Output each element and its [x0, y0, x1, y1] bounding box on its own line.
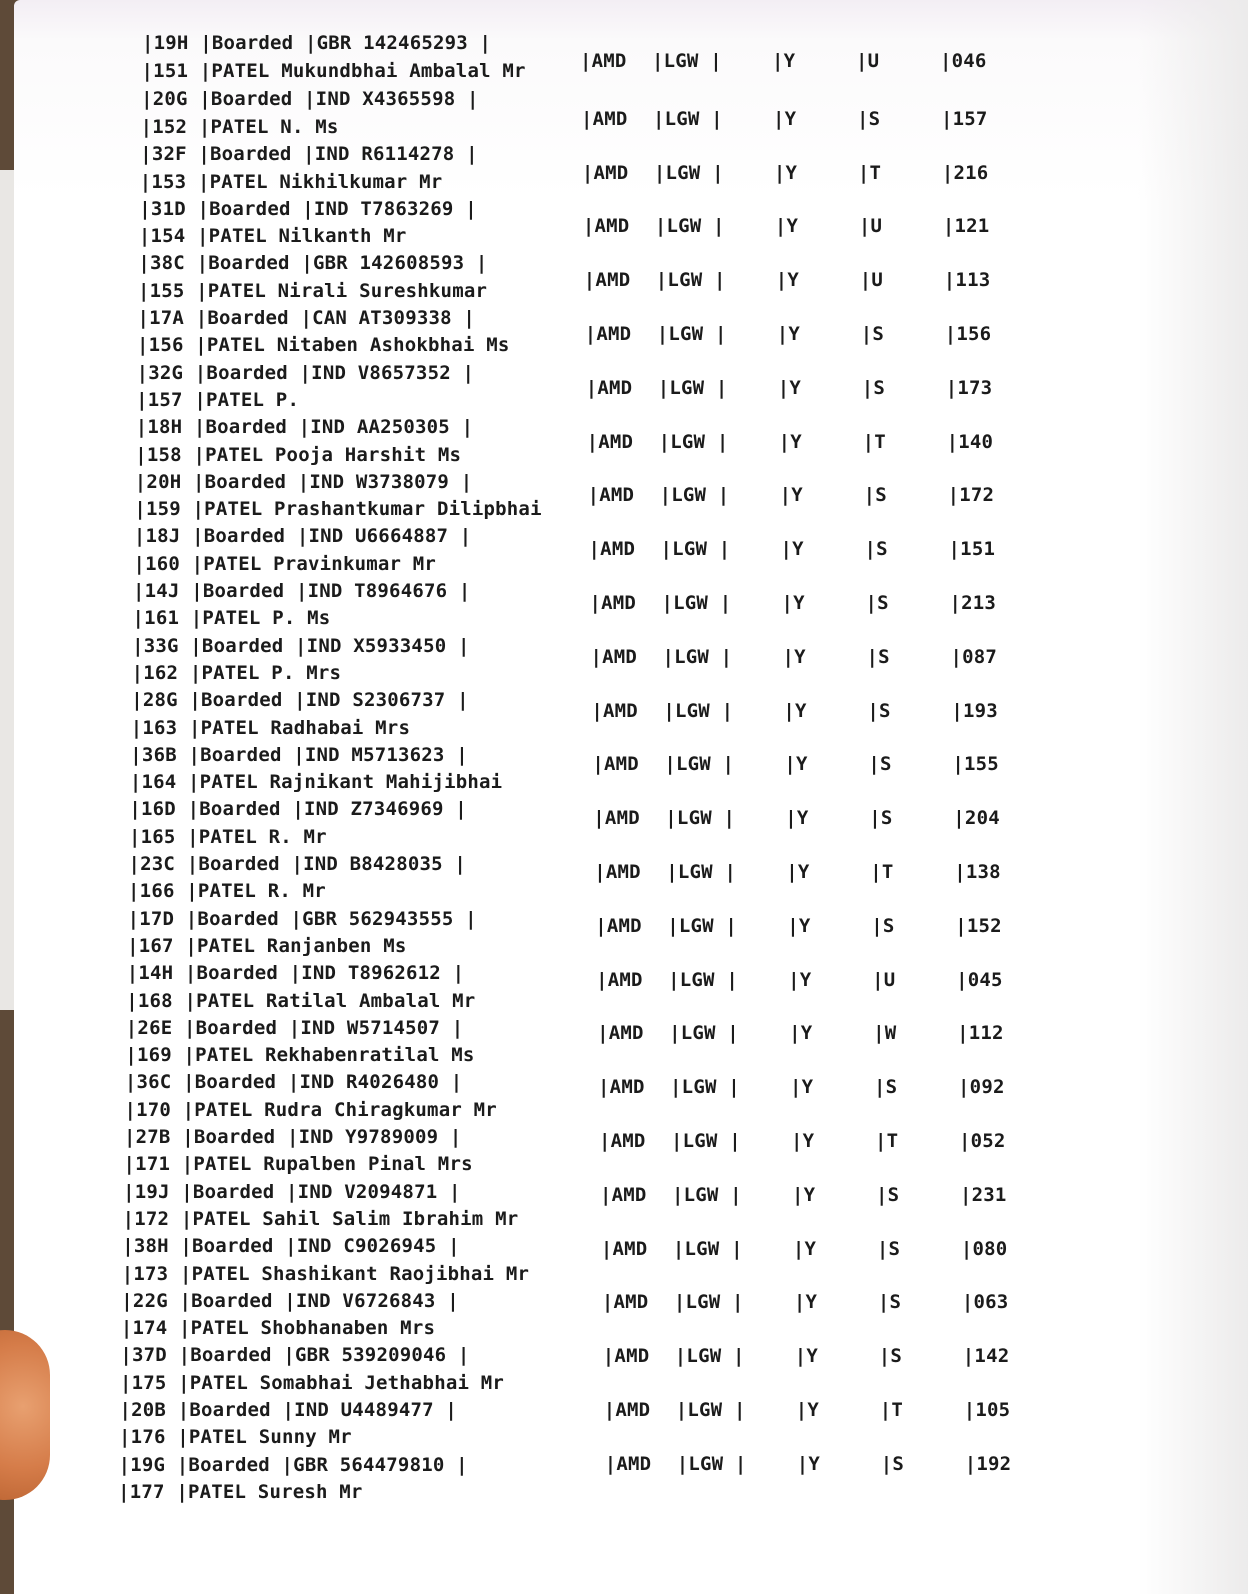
flag-value: |Y	[790, 1076, 814, 1099]
sequence-number: |052	[959, 1130, 1006, 1152]
sequence-number: |063	[961, 1291, 1009, 1314]
flag-value: |Y	[779, 484, 803, 507]
destination-code: |LGW |	[660, 538, 731, 561]
flag-value: |Y	[794, 1345, 819, 1368]
class-code: |S	[866, 645, 890, 668]
boarding-status-line: |19J |Boarded |IND V2094871 |	[123, 1180, 461, 1203]
passenger-name-line: |166 |PATEL R. Mr	[128, 880, 326, 903]
origin-code: |AMD	[604, 1452, 652, 1475]
origin-code: |AMD	[600, 1237, 648, 1260]
class-code: |S	[863, 484, 887, 507]
origin-code: |AMD	[580, 107, 628, 130]
boarding-status-line: |26E |Boarded |IND W5714507 |	[125, 1016, 464, 1039]
destination-code: |LGW |	[669, 1022, 739, 1045]
passenger-name-line: |164 |PATEL Rajnikant Mahijibhai	[129, 771, 503, 794]
passenger-name-line: |160 |PATEL Pravinkumar Mr	[133, 552, 437, 575]
sequence-number: |157	[940, 107, 988, 130]
destination-code: |LGW |	[667, 914, 738, 937]
sequence-number: |156	[944, 323, 992, 345]
class-code: |S	[867, 699, 891, 722]
destination-code: |LGW |	[652, 50, 722, 72]
boarding-status-line: |20H |Boarded |IND W3738079 |	[134, 470, 473, 493]
passenger-name-line: |163 |PATEL Radhabai Mrs	[130, 716, 411, 739]
flag-value: |Y	[796, 1452, 820, 1475]
destination-code: |LGW |	[661, 592, 732, 614]
flag-value: |Y	[781, 592, 805, 614]
class-code: |T	[870, 861, 894, 883]
sequence-number: |231	[959, 1183, 1007, 1206]
flag-value: |Y	[783, 699, 807, 722]
boarding-status-line: |32G |Boarded |IND V8657352 |	[136, 361, 475, 384]
boarding-status-line: |38H |Boarded |IND C9026945 |	[122, 1235, 460, 1258]
destination-code: |LGW |	[659, 484, 730, 507]
flag-value: |Y	[792, 1237, 817, 1260]
flag-value: |Y	[791, 1183, 816, 1206]
boarding-status-line: |19G |Boarded |GBR 564479810 |	[118, 1453, 468, 1476]
class-code: |S	[871, 914, 895, 937]
boarding-status-line: |33G |Boarded |IND X5933450 |	[132, 634, 470, 657]
boarding-status-line: |14H |Boarded |IND T8962612 |	[126, 962, 465, 985]
flag-value: |Y	[772, 107, 797, 130]
class-code: |U	[859, 269, 884, 292]
passenger-name-line: |153 |PATEL Nikhilkumar Mr	[139, 170, 443, 193]
passenger-name-line: |167 |PATEL Ranjanben Ms	[127, 934, 407, 957]
class-code: |W	[873, 1022, 897, 1045]
passenger-name-line: |159 |PATEL Prashantkumar Dilipbhai	[134, 498, 542, 521]
passenger-name-line: |174 |PATEL Shobhanaben Mrs	[120, 1317, 436, 1340]
boarding-status-line: |28G |Boarded |IND S2306737 |	[131, 689, 469, 712]
class-code: |T	[857, 161, 882, 184]
flag-value: |Y	[785, 807, 809, 830]
origin-code: |AMD	[599, 1130, 646, 1152]
boarding-status-line: |18J |Boarded |IND U6664887 |	[133, 525, 472, 548]
origin-code: |AMD	[601, 1291, 649, 1314]
class-code: |U	[872, 968, 896, 991]
sequence-number: |172	[947, 484, 995, 507]
destination-code: |LGW |	[675, 1399, 746, 1421]
destination-code: |LGW |	[657, 376, 728, 399]
sequence-number: |045	[956, 968, 1003, 991]
origin-code: |AMD	[590, 645, 637, 668]
class-code: |T	[875, 1130, 899, 1152]
destination-code: |LGW |	[655, 269, 726, 292]
destination-code: |LGW |	[672, 1237, 743, 1260]
boarding-status-line: |27B |Boarded |IND Y9789009 |	[124, 1126, 462, 1148]
origin-code: |AMD	[584, 323, 632, 345]
boarding-status-line: |18H |Boarded |IND AA250305 |	[135, 416, 474, 439]
class-code: |S	[880, 1452, 904, 1475]
boarding-status-line: |20G |Boarded |IND X4365598 |	[141, 87, 479, 110]
sequence-number: |173	[945, 376, 993, 399]
boarding-status-line: |19H |Boarded |GBR 142465293 |	[142, 32, 492, 54]
class-code: |S	[864, 538, 888, 561]
origin-code: |AMD	[591, 699, 638, 722]
class-code: |U	[858, 215, 883, 238]
class-code: |S	[856, 107, 881, 130]
boarding-status-line: |36B |Boarded |IND M5713623 |	[130, 743, 468, 766]
sequence-number: |112	[957, 1022, 1004, 1045]
passenger-name-line: |168 |PATEL Ratilal Ambalal Mr	[126, 989, 476, 1012]
passenger-name-line: |170 |PATEL Rudra Chiragkumar Mr	[124, 1098, 497, 1121]
origin-code: |AMD	[594, 861, 641, 883]
passenger-name-line: |169 |PATEL Rekhabenratilal Ms	[125, 1044, 475, 1067]
boarding-status-line: |20B |Boarded |IND U4489477 |	[119, 1399, 458, 1421]
passenger-name-line: |162 |PATEL P. Mrs	[131, 661, 342, 684]
boarding-status-line: |14J |Boarded |IND T8964676 |	[133, 580, 471, 602]
sequence-number: |105	[963, 1399, 1011, 1421]
passenger-name-line: |156 |PATEL Nitaben Ashokbhai Ms	[137, 334, 510, 357]
sequence-number: |151	[948, 538, 996, 561]
destination-code: |LGW |	[663, 699, 734, 722]
boarding-status-line: |38C |Boarded |GBR 142608593 |	[138, 252, 488, 275]
class-code: |S	[875, 1183, 900, 1206]
destination-code: |LGW |	[652, 107, 723, 130]
flag-value: |Y	[787, 914, 811, 937]
origin-code: |AMD	[597, 1022, 644, 1045]
passenger-name-line: |157 |PATEL P.	[136, 388, 300, 411]
flag-value: |Y	[777, 376, 801, 399]
origin-code: |AMD	[595, 914, 642, 937]
class-code: |S	[865, 592, 889, 614]
class-code: |S	[878, 1345, 903, 1368]
passenger-name-line: |158 |PATEL Pooja Harshit Ms	[135, 443, 462, 466]
passenger-name-line: |151 |PATEL Mukundbhai Ambalal Mr	[141, 59, 526, 82]
passenger-name-line: |172 |PATEL Sahil Salim Ibrahim Mr	[122, 1207, 519, 1230]
sequence-number: |113	[943, 269, 991, 292]
flag-value: |Y	[784, 753, 808, 776]
sheet-curl-shadow	[1138, 0, 1248, 1594]
flag-value: |Y	[782, 645, 806, 668]
class-code: |T	[879, 1399, 904, 1421]
passenger-name-line: |176 |PATEL Sunny Mr	[119, 1426, 352, 1449]
destination-code: |LGW |	[656, 323, 727, 345]
passenger-name-line: |165 |PATEL R. Mr	[128, 825, 327, 848]
flag-value: |Y	[778, 430, 802, 453]
boarding-status-line: |16D |Boarded |IND Z7346969 |	[129, 798, 467, 821]
origin-code: |AMD	[593, 807, 640, 830]
origin-code: |AMD	[598, 1076, 645, 1099]
class-code: |S	[868, 753, 892, 776]
origin-code: |AMD	[588, 538, 636, 561]
destination-code: |LGW |	[673, 1291, 744, 1314]
passenger-name-line: |154 |PATEL Nilkanth Mr	[138, 225, 407, 248]
class-code: |S	[877, 1291, 902, 1314]
sequence-number: |140	[946, 430, 994, 453]
origin-code: |AMD	[582, 215, 630, 238]
destination-code: |LGW |	[665, 807, 736, 830]
origin-code: |AMD	[587, 484, 635, 507]
destination-code: |LGW |	[664, 753, 735, 776]
class-code: |T	[862, 430, 886, 453]
flag-value: |Y	[775, 269, 800, 292]
origin-code: |AMD	[596, 968, 643, 991]
sequence-number: |142	[962, 1345, 1010, 1368]
class-code: |S	[869, 807, 893, 830]
origin-code: |AMD	[603, 1399, 651, 1421]
destination-code: |LGW |	[662, 645, 733, 668]
sequence-number: |087	[950, 645, 997, 668]
flag-value: |Y	[773, 161, 798, 184]
sequence-number: |138	[954, 861, 1001, 883]
origin-code: |AMD	[581, 161, 629, 184]
class-code: |U	[856, 50, 880, 72]
origin-code: |AMD	[583, 269, 631, 292]
class-code: |S	[876, 1237, 901, 1260]
origin-code: |AMD	[592, 753, 639, 776]
passenger-name-line: |173 |PATEL Shashikant Raojibhai Mr	[121, 1262, 530, 1285]
class-code: |S	[860, 323, 885, 345]
flag-value: |Y	[793, 1291, 818, 1314]
sequence-number: |192	[964, 1452, 1012, 1475]
flag-value: |Y	[772, 50, 796, 72]
flag-value: |Y	[774, 215, 799, 238]
flag-value: |Y	[780, 538, 804, 561]
destination-code: |LGW |	[674, 1345, 745, 1368]
flag-value: |Y	[795, 1399, 820, 1421]
sequence-number: |092	[958, 1076, 1005, 1099]
boarding-status-line: |17D |Boarded |GBR 562943555 |	[127, 907, 477, 930]
flag-value: |Y	[789, 1022, 813, 1045]
origin-code: |AMD	[602, 1345, 650, 1368]
sequence-number: |216	[941, 161, 989, 184]
destination-code: |LGW |	[670, 1076, 740, 1099]
boarding-status-line: |36C |Boarded |IND R4026480 |	[124, 1071, 463, 1094]
destination-code: |LGW |	[666, 861, 737, 883]
origin-code: |AMD	[589, 592, 637, 614]
flag-value: |Y	[786, 861, 810, 883]
passenger-name-line: |155 |PATEL Nirali Sureshkumar	[137, 279, 488, 302]
boarding-status-line: |22G |Boarded |IND V6726843 |	[121, 1289, 459, 1312]
flag-value: |Y	[788, 968, 812, 991]
sequence-number: |121	[942, 215, 990, 238]
origin-code: |AMD	[586, 430, 634, 453]
sequence-number: |046	[940, 50, 987, 72]
passenger-name-line: |175 |PATEL Somabhai Jethabhai Mr	[119, 1371, 505, 1394]
class-code: |S	[861, 376, 885, 399]
thumb-holding-page	[0, 1330, 50, 1500]
destination-code: |LGW |	[671, 1183, 742, 1206]
boarding-status-line: |31D |Boarded |IND T7863269 |	[139, 197, 477, 220]
destination-code: |LGW |	[676, 1452, 747, 1475]
origin-code: |AMD	[580, 50, 627, 72]
passenger-name-line: |161 |PATEL P. Ms	[132, 607, 331, 630]
destination-code: |LGW |	[668, 968, 738, 991]
destination-code: |LGW |	[653, 161, 724, 184]
sequence-number: |152	[955, 914, 1002, 937]
flag-value: |Y	[791, 1130, 815, 1152]
boarding-status-line: |23C |Boarded |IND B8428035 |	[128, 853, 467, 875]
boarding-status-line: |37D |Boarded |GBR 539209046 |	[120, 1344, 470, 1367]
boarding-status-line: |17A |Boarded |CAN AT309338 |	[137, 307, 476, 329]
boarding-status-line: |32F |Boarded |IND R6114278 |	[140, 143, 478, 166]
class-code: |S	[874, 1076, 898, 1099]
sequence-number: |080	[960, 1237, 1008, 1260]
passenger-name-line: |152 |PATEL N. Ms	[140, 115, 339, 138]
sequence-number: |155	[952, 753, 999, 776]
origin-code: |AMD	[599, 1183, 647, 1206]
passenger-name-line: |171 |PATEL Rupalben Pinal Mrs	[123, 1153, 473, 1176]
sequence-number: |213	[949, 592, 997, 614]
destination-code: |LGW |	[671, 1130, 741, 1152]
destination-code: |LGW |	[654, 215, 725, 238]
origin-code: |AMD	[585, 376, 633, 399]
passenger-name-line: |177 |PATEL Suresh Mr	[118, 1480, 363, 1503]
sequence-number: |193	[951, 699, 998, 722]
flag-value: |Y	[776, 323, 801, 345]
sequence-number: |204	[953, 807, 1000, 830]
destination-code: |LGW |	[658, 430, 729, 453]
